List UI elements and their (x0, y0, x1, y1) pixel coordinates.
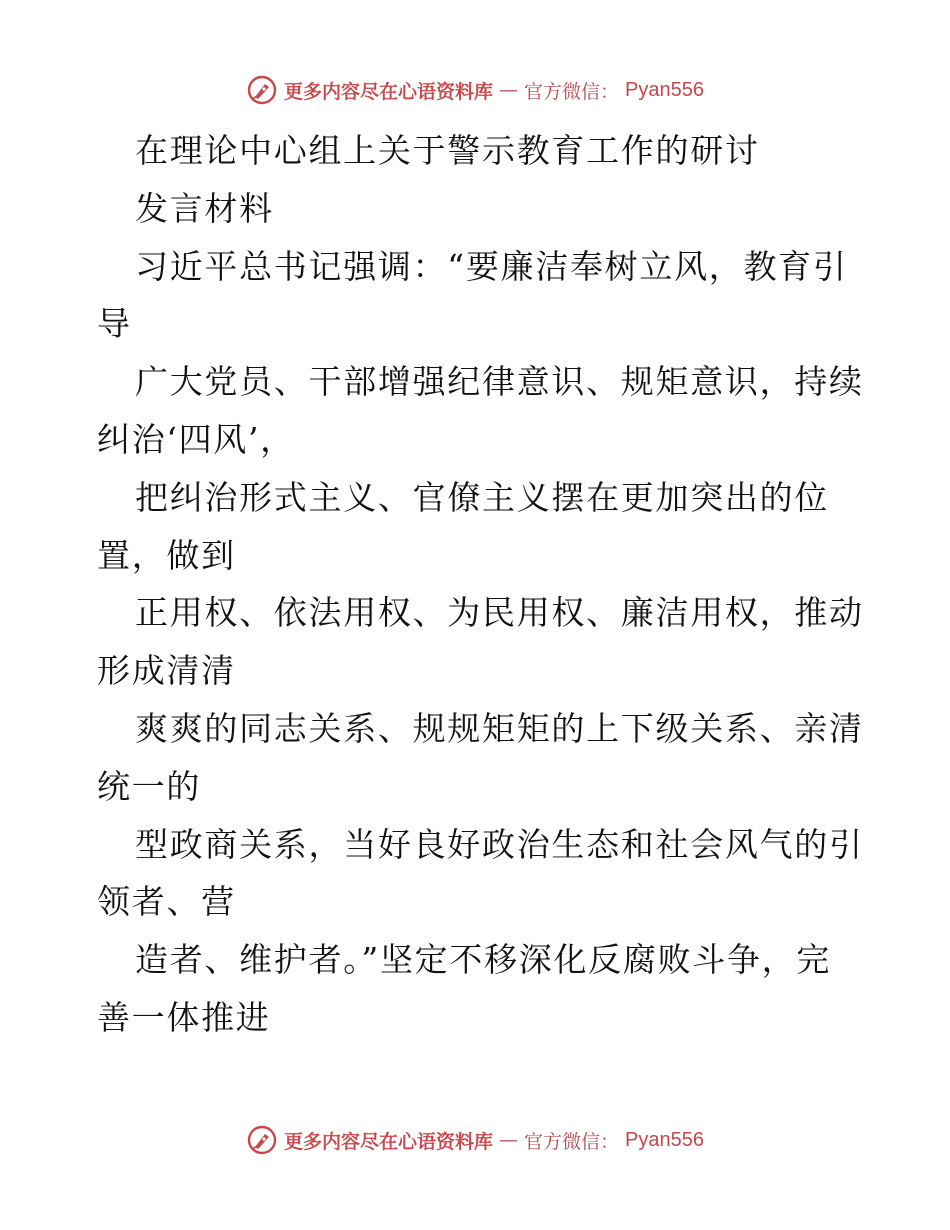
paragraph-line: 纠治‘四风’， (97, 419, 295, 459)
paragraph-line: 统一的 (97, 766, 202, 806)
banner-wechat-id: Pyan556 (625, 1128, 704, 1151)
paragraph-line: 导 (97, 304, 132, 344)
paragraph-line: 爽爽的同志关系、规规矩矩的上下级关系、亲清 (135, 708, 864, 748)
banner-wechat-id: Pyan556 (625, 78, 704, 101)
paragraph-line: 正用权、依法用权、为民用权、廉洁用权，推动 (135, 593, 864, 633)
paragraph-line: 把纠治形式主义、官僚主义摆在更加突出的位 (135, 477, 829, 517)
pen-nib-logo-icon (246, 74, 278, 106)
pen-nib-logo-icon (246, 1124, 278, 1156)
paragraph-line: 领者、营 (97, 882, 236, 922)
banner-site-text: 更多内容尽在心语资料库 (284, 80, 494, 103)
paragraph-line: 造者、维护者。”坚定不移深化反腐败斗争，完 (135, 940, 832, 980)
document-body (97, 122, 864, 1047)
paragraph-line: 习近平总书记强调：“要廉洁奉树立风，教育引 (135, 246, 848, 286)
paragraph-line: 置，做到 (97, 535, 236, 575)
banner-separator: — (499, 1129, 519, 1151)
document-title-line-1: 在理论中心组上关于警示教育工作的研讨 (135, 131, 760, 170)
banner-wechat-label: 官方微信： (524, 1130, 620, 1153)
header-banner (0, 70, 950, 110)
document-title-line-2: 发言材料 (135, 188, 274, 228)
footer-banner (0, 1120, 950, 1160)
paragraph-line: 善一体推进 (97, 997, 271, 1037)
banner-site-text: 更多内容尽在心语资料库 (284, 1130, 494, 1153)
paragraph-line: 型政商关系，当好良好政治生态和社会风气的引 (135, 824, 864, 864)
paragraph-line: 广大党员、干部增强纪律意识、规矩意识，持续 (135, 362, 864, 402)
banner-wechat-label: 官方微信： (524, 80, 620, 103)
paragraph-line: 形成清清 (97, 651, 236, 691)
banner-separator: — (499, 79, 519, 101)
